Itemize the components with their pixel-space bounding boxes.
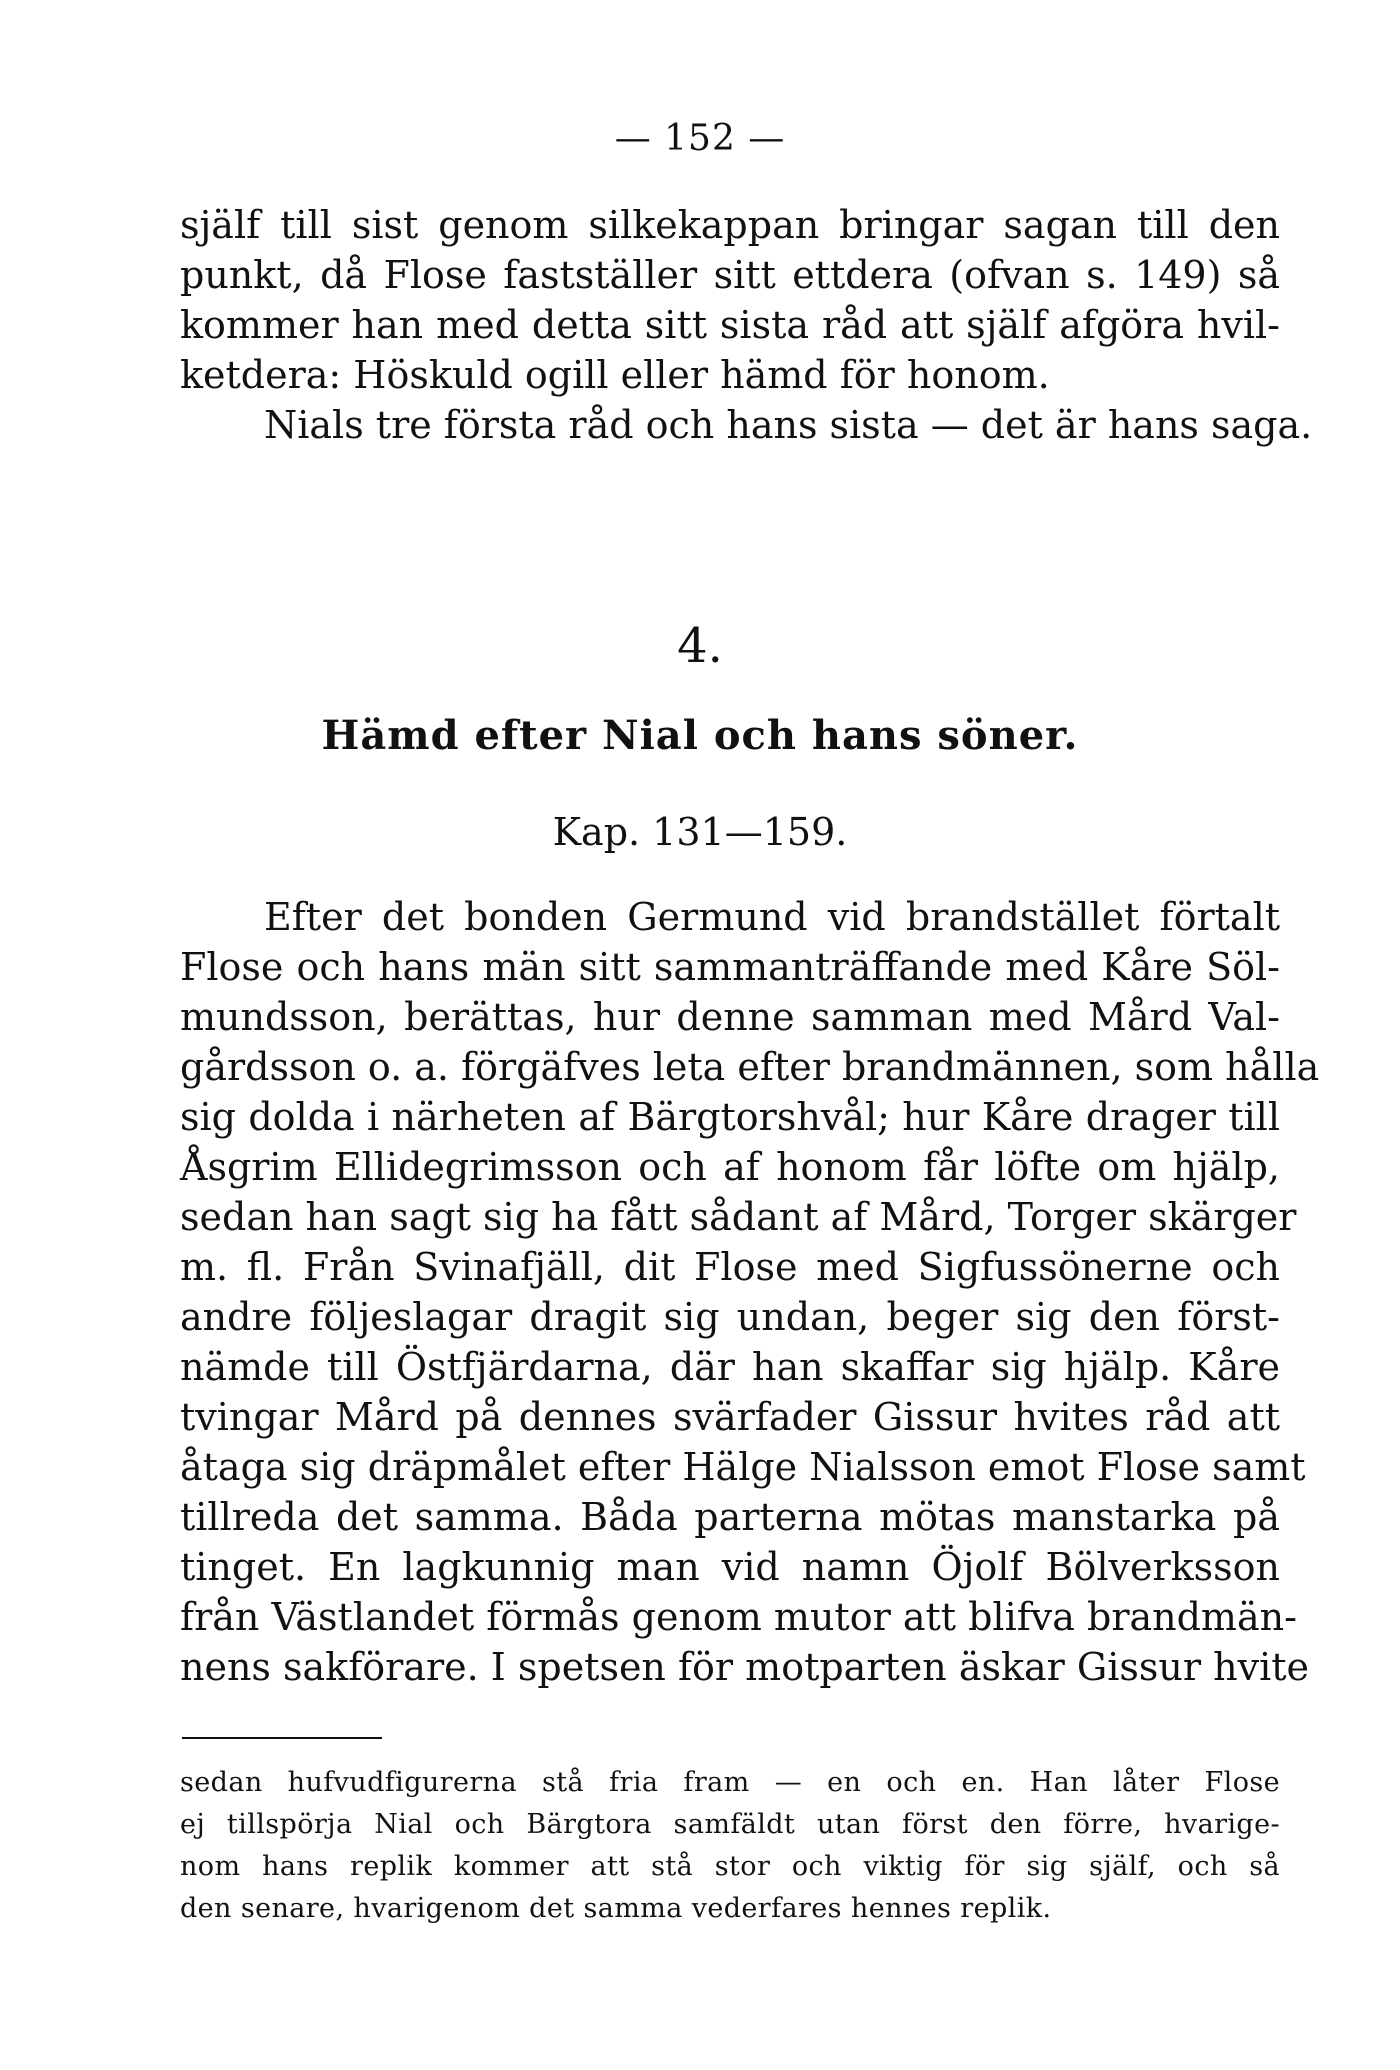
summary-line: tinget. En lagkunnig man vid namn Öjolf Bölverksson: [180, 1545, 1280, 1589]
summary-line: Åsgrim Ellidegrimsson och af honom får löfte om hjälp,: [180, 1145, 1280, 1189]
summary-line: nämde till Östfjärdarna, där han skaffar sig hjälp. Kåre: [180, 1345, 1280, 1389]
footnote-line: den senare, hvarigenom det samma vederfares hennes replik.: [180, 1893, 1052, 1924]
intro-line: ketdera: Höskuld ogill eller hämd för honom.: [180, 353, 1050, 397]
page-number: — 152 —: [614, 118, 786, 159]
intro-line: själf till sist genom silkekappan bringar sagan till den: [180, 203, 1280, 247]
intro-line: punkt, då Flose fastställer sitt ettdera (ofvan s. 149) så: [180, 253, 1280, 297]
summary-line: sig dolda i närheten af Bärgtorshvål; hur Kåre drager till: [180, 1095, 1280, 1139]
summary-line: tvingar Mård på dennes svärfader Gissur hvites råd att: [180, 1395, 1280, 1439]
intro-line: kommer han med detta sitt sista råd att själf afgöra hvil-: [180, 303, 1280, 347]
summary-line: sedan han sagt sig ha fått sådant af Mård, Torger skärger: [180, 1195, 1297, 1239]
summary-line: mundsson, berättas, hur denne samman med Mård Val-: [180, 995, 1280, 1039]
section-number: 4.: [677, 618, 723, 674]
footnote-divider: [182, 1737, 382, 1739]
summary-line: Efter det bonden Germund vid brandstället förtalt: [264, 895, 1280, 939]
summary-line: Flose och hans män sitt sammanträffande med Kåre Söl-: [180, 945, 1280, 989]
intro-paragraph: [180, 200, 1313, 450]
summary-line: andre följeslagar dragit sig undan, beger sig den först-: [180, 1295, 1280, 1339]
footnote-line: nom hans replik kommer att stå stor och viktig för sig själf, och så: [180, 1851, 1280, 1882]
footnote-line: sedan hufvudfigurerna stå fria fram — en och en. Han låter Flose: [180, 1767, 1280, 1798]
summary-line: tillreda det samma. Båda parterna mötas manstarka på: [180, 1495, 1280, 1539]
chapter-reference: Kap. 131—159.: [552, 810, 848, 854]
summary-paragraph: [180, 892, 1320, 1692]
summary-line: nens sakförare. I spetsen för motparten äskar Gissur hvite: [180, 1645, 1309, 1689]
intro-line: Nials tre första råd och hans sista — det är hans saga.: [264, 403, 1313, 447]
footnote-line: ej tillspörja Nial och Bärgtora samfäldt utan först den förre, hvarige-: [180, 1809, 1280, 1840]
footnote: [180, 1762, 1280, 1930]
summary-line: åtaga sig dräpmålet efter Hälge Nialsson emot Flose samt: [180, 1445, 1306, 1489]
summary-line: från Västlandet förmås genom mutor att blifva brandmän-: [180, 1595, 1297, 1639]
section-title: Hämd efter Nial och hans söner.: [321, 712, 1079, 759]
summary-line: m. fl. Från Svinafjäll, dit Flose med Sigfussönerne och: [180, 1245, 1280, 1289]
summary-line: gårdsson o. a. förgäfves leta efter brandmännen, som hålla: [180, 1045, 1320, 1089]
